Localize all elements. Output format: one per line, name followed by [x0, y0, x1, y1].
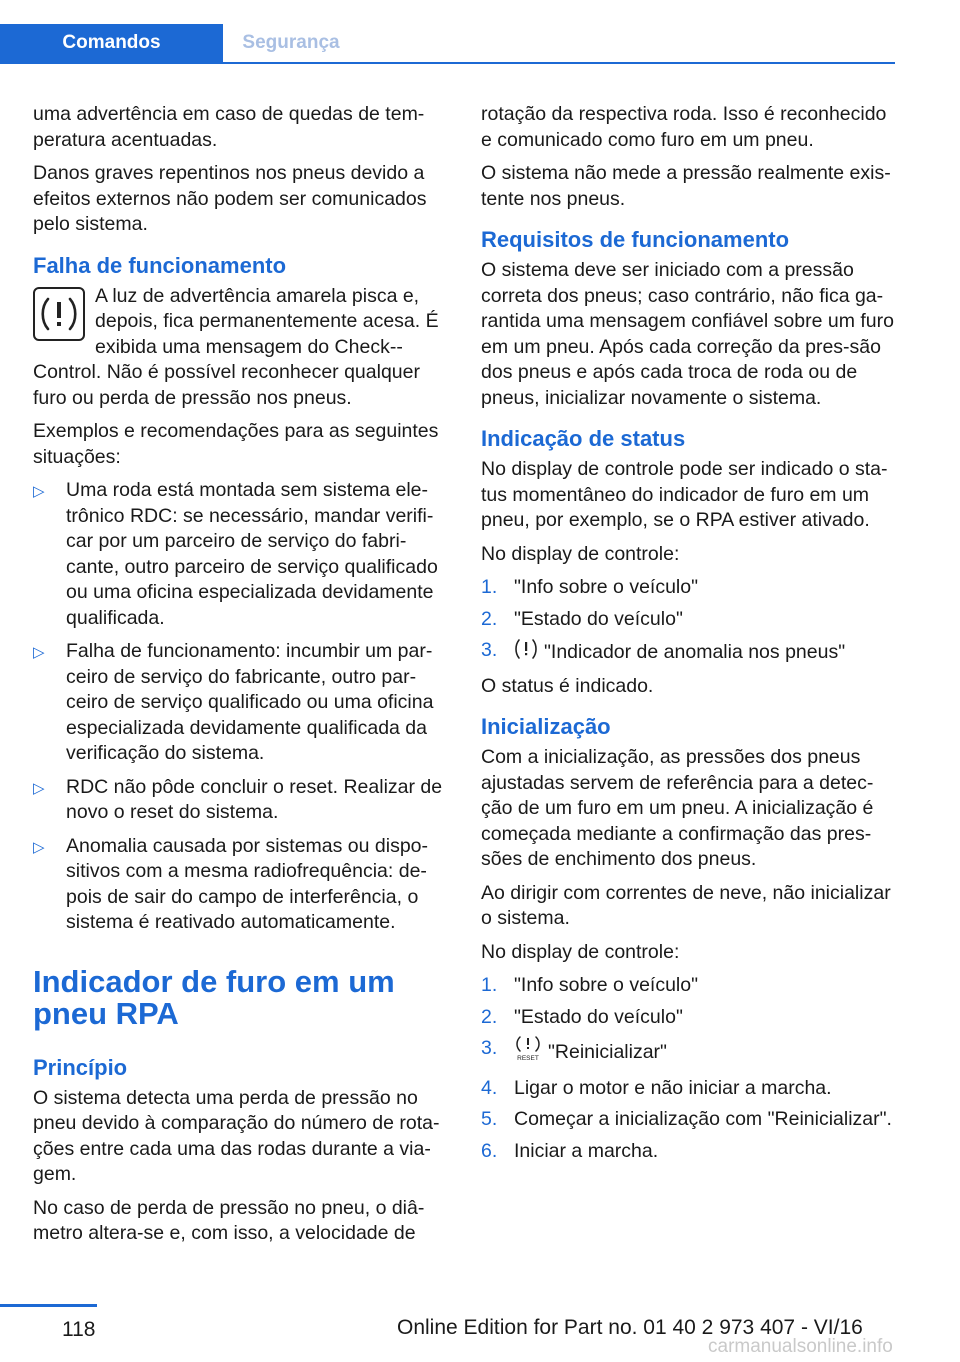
heading-inicializacao: Inicialização [481, 714, 611, 739]
paragraph: Ao dirigir com correntes de neve, não inicializar o sistema. [481, 881, 891, 929]
list-item: ▷ RDC não pôde concluir o reset. Realizar de novo o reset do sistema. [33, 775, 443, 823]
step-list [481, 575, 897, 668]
list-item: ▷ Falha de funcionamento: incumbir um par-ceiro de serviço do fabricante, outro par-ceiro de serviço qualificado ou uma oficina especializada devidamente qualificada da verificação do sistema. [33, 640, 434, 764]
heading-status: Indicação de status [481, 426, 686, 451]
right-column [481, 102, 897, 1170]
list-item: 4. Ligar o motor e não iniciar a marcha. [481, 1076, 832, 1099]
paragraph: uma advertência em caso de quedas de tem-peratura acentuadas. [33, 103, 425, 151]
paragraph: O sistema não mede a pressão realmente exis-tente nos pneus. [481, 162, 891, 210]
tab-seguranca[interactable]: Segurança [242, 32, 340, 53]
list-item: ▷ Uma roda está montada sem sistema ele-trônico RDC: se necessário, mandar verifi-car por um parceiro de serviço do fabri-cante, outro parceiro de serviço qualificado ou uma oficina especializada devidamente qualificada. [33, 479, 438, 629]
step-list [481, 973, 897, 1164]
tire-warning-icon [514, 638, 538, 668]
page-number: 118 [62, 1318, 96, 1341]
list-item: 3. "Indicador de anomalia nos pneus" [481, 638, 897, 668]
triangle-bullet-icon: ▷ [33, 644, 45, 661]
left-column [33, 102, 448, 1255]
paragraph: O sistema deve ser iniciado com a pressão correta dos pneus; caso contrário, não fica ga-rantida uma mensagem confiável sobre um furo em um pneu. Após cada correção da pres-são dos pneus e após cada troca de roda ou de pneus, inicializar novamente o sistema. [481, 259, 894, 409]
bullet-list [33, 478, 448, 936]
footer-rule [0, 1304, 97, 1307]
triangle-bullet-icon: ▷ [33, 779, 45, 797]
heading-indicador: Indicador de furo em um pneu RPA [33, 963, 395, 1031]
list-item: 6. Iniciar a marcha. [481, 1139, 659, 1162]
heading-principio: Princípio [33, 1054, 128, 1080]
list-item: 2. "Estado do veículo" [481, 607, 683, 630]
paragraph: No display de controle: [481, 542, 680, 565]
warning-text: A luz de advertência amarela pisca e, depois, fica permanentemente acesa. É exibida uma mensagem do Check--Control. Não é possível reconhecer qualquer furo ou perda de pressão nos pneus. [33, 284, 439, 409]
paragraph: Exemplos e recomendações para as seguintes situações: [33, 420, 439, 468]
paragraph: O status é indicado. [481, 674, 654, 697]
triangle-bullet-icon: ▷ [33, 483, 45, 500]
list-item: 2. "Estado do veículo" [481, 1005, 683, 1028]
list-item: 5. Começar a inicialização com "Reinicializar". [481, 1108, 892, 1130]
heading-requisitos: Requisitos de funcionamento [481, 227, 790, 252]
paragraph: No caso de perda de pressão no pneu, o diâ-metro altera-se e, com isso, a velocidade de [33, 1196, 425, 1244]
list-item: 1. "Info sobre o veículo" [481, 974, 699, 996]
heading-falha: Falha de funcionamento [33, 252, 287, 278]
header-tabs [0, 24, 895, 64]
triangle-bullet-icon: ▷ [33, 838, 45, 856]
tire-reset-icon [514, 1036, 542, 1070]
watermark: carmanualsonline.info [708, 1336, 893, 1357]
list-item: ▷ Anomalia causada por sistemas ou dispo-sitivos com a mesma radiofrequência: de-pois de sair do campo de interferência, o sistema é reativado automaticamente. [33, 834, 429, 933]
list-item: 3. RESET "Reinicializar" [481, 1036, 897, 1070]
paragraph: Com a inicialização, as pressões dos pneus ajustadas servem de referência para a detec-ção de um furo em um pneu. A inicialização é começada mediante a confirmação das pres-sões de enchimento dos pneus. [481, 746, 874, 870]
paragraph: O sistema detecta uma perda de pressão no pneu devido à comparação do número de rota-ções entre cada uma das rodas durante a via-gem. [33, 1086, 440, 1185]
paragraph: Danos graves repentinos nos pneus devido a efeitos externos não podem ser comunicados pelo sistema. [33, 162, 427, 235]
paragraph: rotação da respectiva roda. Isso é reconhecido e comunicado como furo em um pneu. [481, 103, 887, 151]
svg-text:RESET: RESET [517, 1055, 539, 1062]
paragraph: No display de controle pode ser indicado o sta-tus momentâneo do indicador de furo em um pneu, por exemplo, se o RPA estiver ativado. [481, 458, 888, 531]
edition-line: Online Edition for Part no. 01 40 2 973 407 - VI/16 [397, 1316, 863, 1339]
tab-comandos[interactable]: Comandos [0, 24, 223, 62]
tire-warning-icon [33, 287, 85, 341]
paragraph: No display de controle: [481, 940, 680, 963]
list-item: 1. "Info sobre o veículo" [481, 576, 699, 598]
warning-paragraph [33, 284, 448, 412]
